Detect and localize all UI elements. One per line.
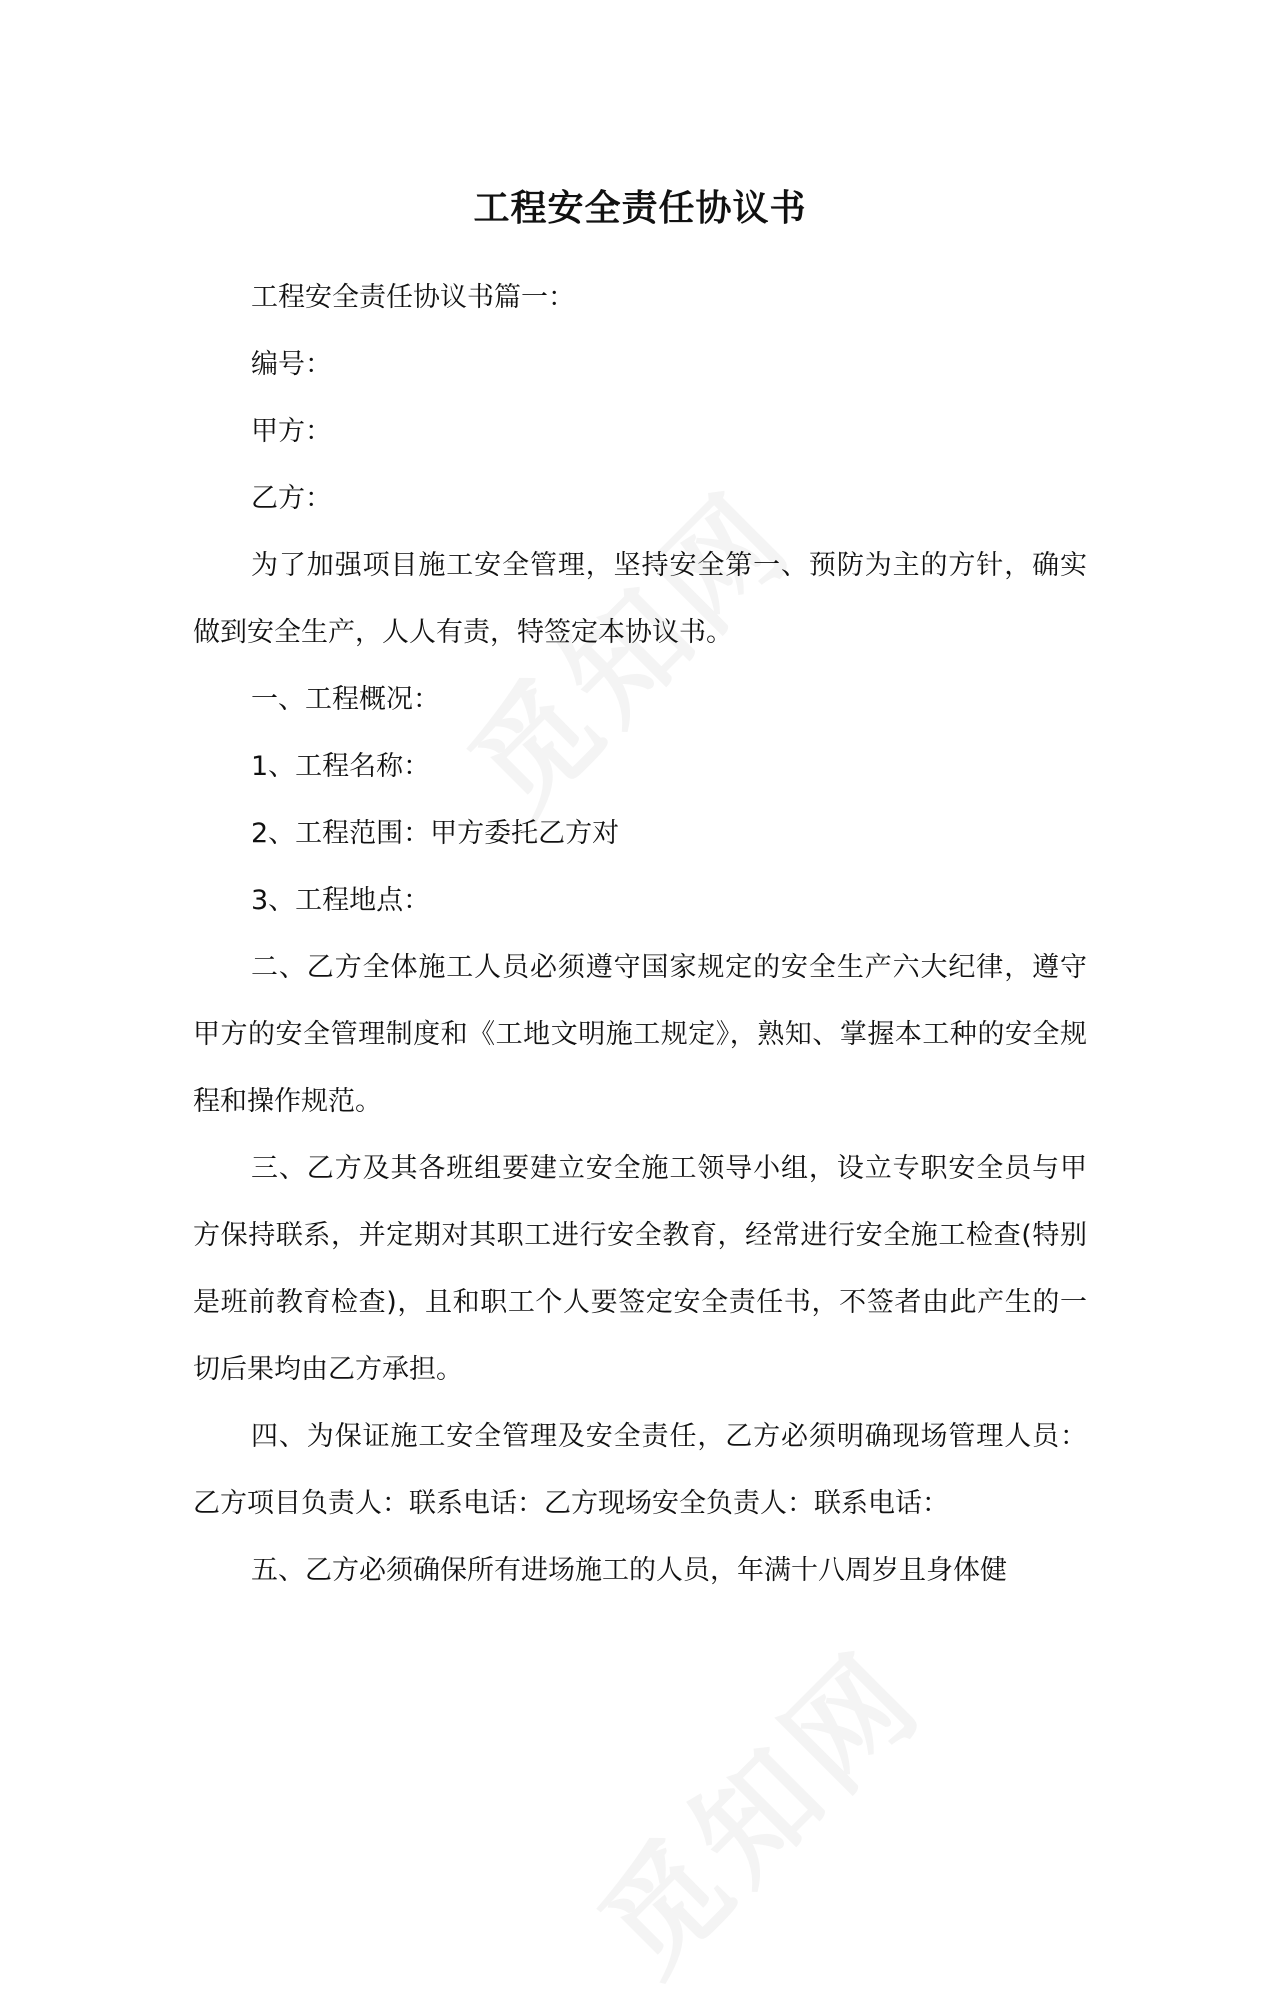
paragraph: 编号：: [251, 349, 332, 380]
paragraph: 工程安全责任协议书篇一：: [251, 282, 575, 313]
paragraph: 四、为保证施工安全管理及安全责任，乙方必须明确现场管理人员：乙方项目负责人：联系电话：乙方现场安全负责人：联系电话：: [193, 1421, 1087, 1519]
paragraph: 甲方：: [251, 416, 332, 447]
document-body: [193, 264, 1087, 1604]
paragraph: 一、工程概况：: [251, 684, 440, 715]
paragraph: 为了加强项目施工安全管理，坚持安全第一、预防为主的方针，确实做到安全生产，人人有责，特签定本协议书。: [193, 550, 1087, 648]
paragraph: 3、工程地点：: [251, 885, 431, 916]
paragraph: 三、乙方及其各班组要建立安全施工领导小组，设立专职安全员与甲方保持联系，并定期对其职工进行安全教育，经常进行安全施工检查(特别是班前教育检查)，且和职工个人要签定安全责任书，不签者由此产生的一切后果均由乙方承担。: [193, 1153, 1087, 1385]
paragraph: 2、工程范围：甲方委托乙方对: [251, 818, 620, 849]
paragraph: 乙方：: [251, 483, 332, 514]
document-title: 工程安全责任协议书: [473, 188, 807, 229]
paragraph: 二、乙方全体施工人员必须遵守国家规定的安全生产六大纪律，遵守甲方的安全管理制度和《工地文明施工规定》，熟知、掌握本工种的安全规程和操作规范。: [193, 952, 1087, 1117]
paragraph: 五、乙方必须确保所有进场施工的人员，年满十八周岁且身体健: [251, 1555, 1007, 1586]
paragraph: 1、工程名称：: [251, 751, 431, 782]
